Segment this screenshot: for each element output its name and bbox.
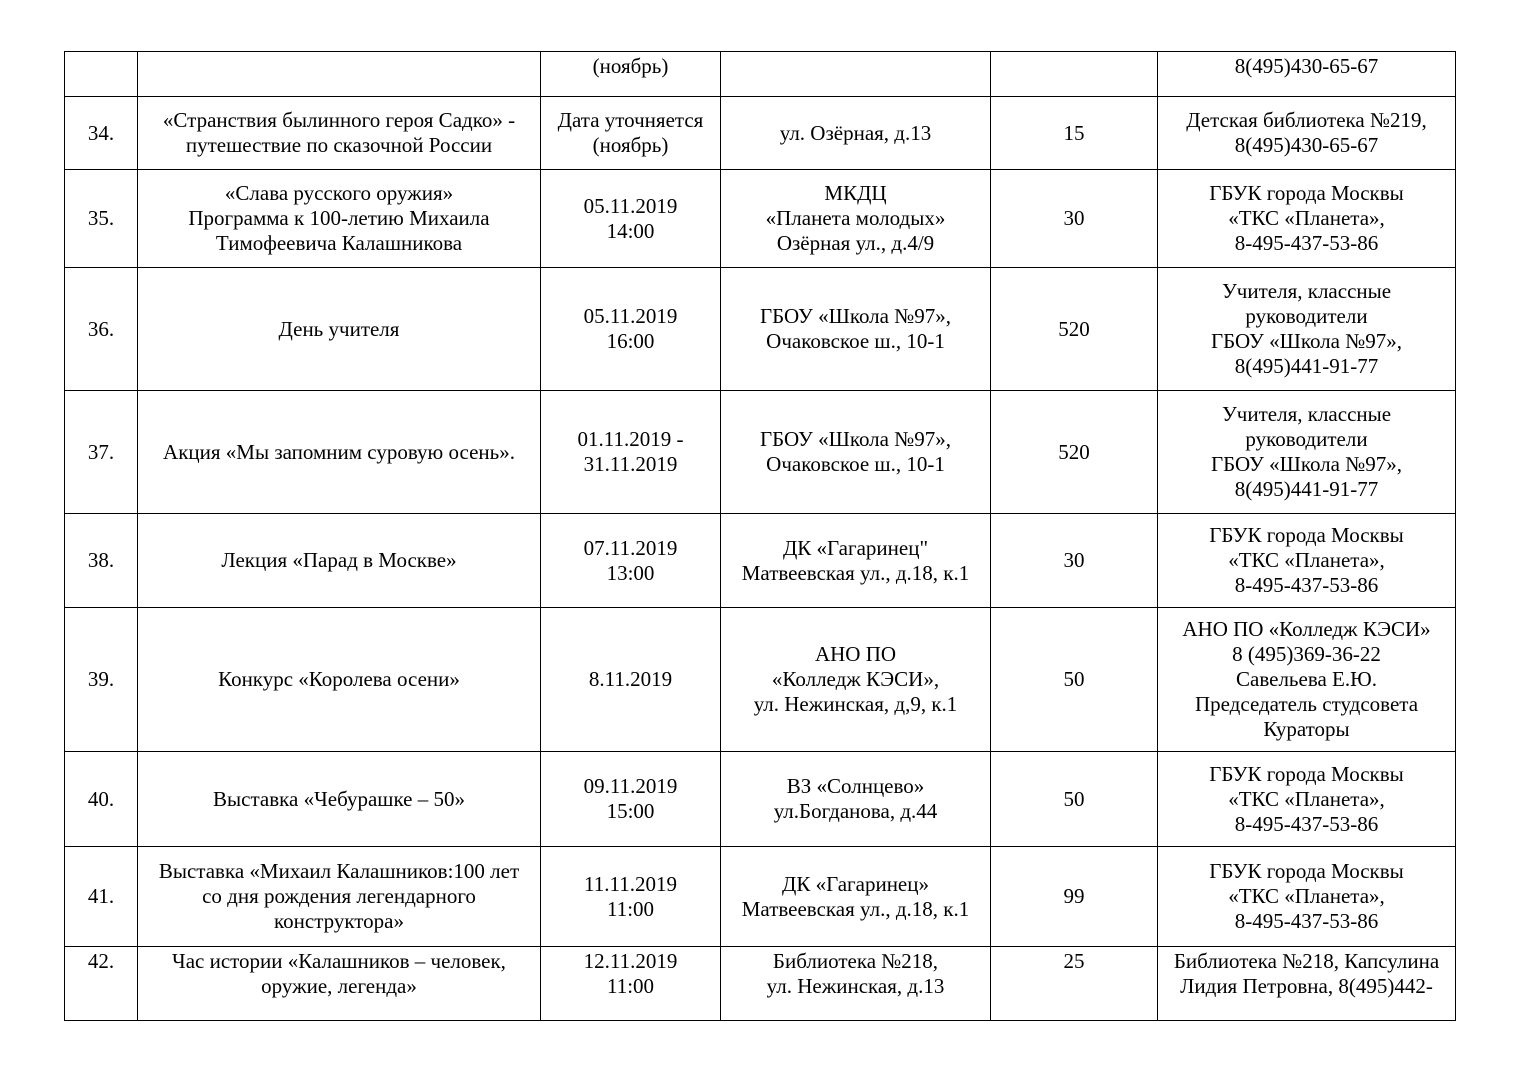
row-number: 36. bbox=[65, 268, 138, 391]
organizer-contact: Учителя, классные руководители ГБОУ «Школа №97», 8(495)441-91-77 bbox=[1158, 391, 1456, 514]
row-number: 37. bbox=[65, 391, 138, 514]
participant-count: 520 bbox=[991, 268, 1158, 391]
event-date: 12.11.2019 11:00 bbox=[541, 947, 721, 1021]
participant-count: 520 bbox=[991, 391, 1158, 514]
row-number: 42. bbox=[65, 947, 138, 1021]
row-number: 40. bbox=[65, 752, 138, 847]
event-place: ГБОУ «Школа №97», Очаковское ш., 10-1 bbox=[721, 391, 991, 514]
participant-count: 25 bbox=[991, 947, 1158, 1021]
event-place: МКДЦ «Планета молодых» Озёрная ул., д.4/9 bbox=[721, 170, 991, 268]
organizer-contact: ГБУК города Москвы «ТКС «Планета», 8-495-437-53-86 bbox=[1158, 170, 1456, 268]
event-title: Лекция «Парад в Москве» bbox=[138, 514, 541, 608]
participant-count: 15 bbox=[991, 97, 1158, 170]
row-number: 34. bbox=[65, 97, 138, 170]
event-date: 01.11.2019 - 31.11.2019 bbox=[541, 391, 721, 514]
event-title: Час истории «Калашников – человек, оружие, легенда» bbox=[138, 947, 541, 1021]
table-row bbox=[65, 170, 1456, 268]
organizer-contact: Детская библиотека №219, 8(495)430-65-67 bbox=[1158, 97, 1456, 170]
table-row bbox=[65, 52, 1456, 97]
event-date: (ноябрь) bbox=[541, 52, 721, 97]
row-number: 35. bbox=[65, 170, 138, 268]
participant-count: 30 bbox=[991, 514, 1158, 608]
table-row bbox=[65, 947, 1456, 1021]
event-place bbox=[721, 52, 991, 97]
row-number: 41. bbox=[65, 847, 138, 947]
participant-count bbox=[991, 52, 1158, 97]
event-date: 11.11.2019 11:00 bbox=[541, 847, 721, 947]
organizer-contact: АНО ПО «Колледж КЭСИ» 8 (495)369-36-22 Савельева Е.Ю. Председатель студсовета Кураторы bbox=[1158, 608, 1456, 752]
organizer-contact: ГБУК города Москвы «ТКС «Планета», 8-495-437-53-86 bbox=[1158, 847, 1456, 947]
event-title: Выставка «Михаил Калашников:100 лет со дня рождения легендарного конструктора» bbox=[138, 847, 541, 947]
organizer-contact: ГБУК города Москвы «ТКС «Планета», 8-495-437-53-86 bbox=[1158, 514, 1456, 608]
event-date: 8.11.2019 bbox=[541, 608, 721, 752]
organizer-contact: Библиотека №218, Капсулина Лидия Петровна, 8(495)442- bbox=[1158, 947, 1456, 1021]
event-title: «Слава русского оружия» Программа к 100-летию Михаила Тимофеевича Калашникова bbox=[138, 170, 541, 268]
organizer-contact: Учителя, классные руководители ГБОУ «Школа №97», 8(495)441-91-77 bbox=[1158, 268, 1456, 391]
table-row bbox=[65, 514, 1456, 608]
event-title: Акция «Мы запомним суровую осень». bbox=[138, 391, 541, 514]
event-place: ДК «Гагаринец» Матвеевская ул., д.18, к.1 bbox=[721, 847, 991, 947]
table-row bbox=[65, 847, 1456, 947]
event-title: День учителя bbox=[138, 268, 541, 391]
event-date: Дата уточняется (ноябрь) bbox=[541, 97, 721, 170]
row-number: 39. bbox=[65, 608, 138, 752]
event-title: Конкурс «Королева осени» bbox=[138, 608, 541, 752]
events-table bbox=[64, 51, 1456, 1021]
organizer-contact: 8(495)430-65-67 bbox=[1158, 52, 1456, 97]
events-table-body bbox=[65, 52, 1456, 1021]
event-place: ул. Озёрная, д.13 bbox=[721, 97, 991, 170]
table-row bbox=[65, 97, 1456, 170]
row-number: 38. bbox=[65, 514, 138, 608]
event-title bbox=[138, 52, 541, 97]
event-date: 05.11.2019 14:00 bbox=[541, 170, 721, 268]
event-place: ВЗ «Солнцево» ул.Богданова, д.44 bbox=[721, 752, 991, 847]
participant-count: 99 bbox=[991, 847, 1158, 947]
participant-count: 50 bbox=[991, 752, 1158, 847]
event-title: Выставка «Чебурашке – 50» bbox=[138, 752, 541, 847]
event-place: ГБОУ «Школа №97», Очаковское ш., 10-1 bbox=[721, 268, 991, 391]
participant-count: 30 bbox=[991, 170, 1158, 268]
event-date: 07.11.2019 13:00 bbox=[541, 514, 721, 608]
event-place: Библиотека №218, ул. Нежинская, д.13 bbox=[721, 947, 991, 1021]
organizer-contact: ГБУК города Москвы «ТКС «Планета», 8-495-437-53-86 bbox=[1158, 752, 1456, 847]
table-row bbox=[65, 608, 1456, 752]
event-date: 09.11.2019 15:00 bbox=[541, 752, 721, 847]
event-place: ДК «Гагаринец" Матвеевская ул., д.18, к.1 bbox=[721, 514, 991, 608]
table-row bbox=[65, 752, 1456, 847]
table-row bbox=[65, 391, 1456, 514]
event-title: «Странствия былинного героя Садко» - путешествие по сказочной России bbox=[138, 97, 541, 170]
participant-count: 50 bbox=[991, 608, 1158, 752]
row-number bbox=[65, 52, 138, 97]
table-row bbox=[65, 268, 1456, 391]
event-place: АНО ПО «Колледж КЭСИ», ул. Нежинская, д,9, к.1 bbox=[721, 608, 991, 752]
event-date: 05.11.2019 16:00 bbox=[541, 268, 721, 391]
